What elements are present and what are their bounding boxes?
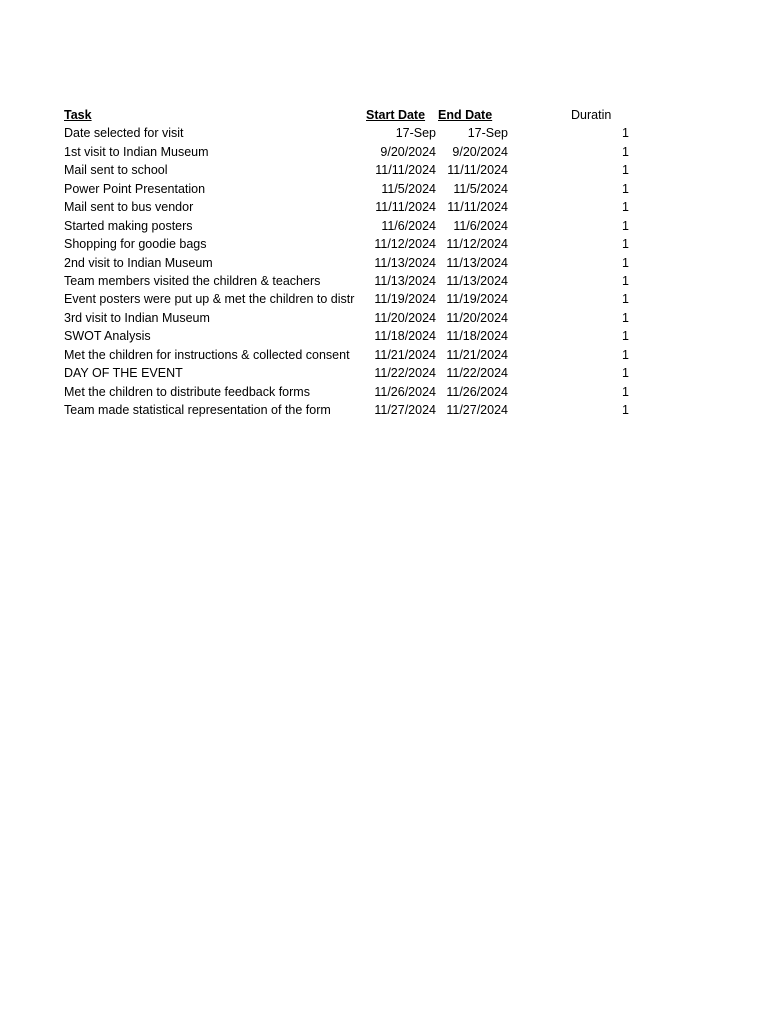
header-task: Task [64, 108, 92, 122]
table-row [64, 364, 644, 382]
header-start-date: Start Date [366, 108, 426, 122]
table-row [64, 309, 644, 327]
task-cell: 2nd visit to Indian Museum [64, 255, 213, 270]
table-row [64, 124, 644, 142]
task-cell: Started making posters [64, 218, 193, 233]
end-date-cell: 11/6/2024 [453, 218, 508, 233]
start-date-cell: 11/22/2024 [374, 366, 436, 381]
duration-cell: 1 [622, 366, 629, 381]
end-date-cell: 11/21/2024 [446, 347, 508, 362]
task-cell: Date selected for visit [64, 126, 184, 141]
duration-cell: 1 [622, 237, 629, 252]
end-date-cell: 11/5/2024 [453, 181, 508, 196]
table-row [64, 290, 644, 308]
task-cell: SWOT Analysis [64, 329, 151, 344]
table-body [64, 124, 644, 419]
table-row [64, 161, 644, 179]
task-cell: Team made statistical representation of the form [64, 403, 331, 417]
end-date-cell: 11/11/2024 [447, 163, 508, 178]
duration-cell: 1 [622, 273, 629, 288]
duration-cell: 1 [622, 200, 629, 215]
start-date-cell: 11/21/2024 [374, 347, 436, 362]
end-date-cell: 11/27/2024 [446, 403, 508, 417]
table-row [64, 383, 644, 401]
duration-cell: 1 [622, 126, 629, 141]
table-header-row [64, 106, 644, 124]
duration-cell: 1 [622, 403, 629, 417]
end-date-cell: 11/11/2024 [447, 200, 508, 215]
duration-cell: 1 [622, 255, 629, 270]
task-cell: DAY OF THE EVENT [64, 366, 183, 381]
start-date-cell: 11/18/2024 [374, 329, 436, 344]
end-date-cell: 11/12/2024 [446, 237, 508, 252]
table-row [64, 235, 644, 253]
table-row [64, 143, 644, 161]
start-date-cell: 11/13/2024 [374, 273, 436, 288]
start-date-cell: 17-Sep [395, 126, 436, 141]
start-date-cell: 11/12/2024 [374, 237, 436, 252]
table-row [64, 254, 644, 272]
header-duration: Duratin [571, 108, 612, 122]
task-cell: Team members visited the children & teachers [64, 273, 321, 288]
duration-cell: 1 [622, 329, 629, 344]
end-date-cell: 11/20/2024 [446, 310, 508, 325]
header-end-date: End Date [438, 108, 493, 122]
start-date-cell: 11/27/2024 [374, 403, 436, 417]
duration-cell: 1 [622, 181, 629, 196]
task-table [64, 106, 644, 419]
end-date-cell: 17-Sep [467, 126, 508, 141]
duration-cell: 1 [622, 347, 629, 362]
duration-cell: 1 [622, 292, 629, 307]
start-date-cell: 9/20/2024 [380, 144, 436, 159]
task-cell: 3rd visit to Indian Museum [64, 310, 210, 325]
task-cell: 1st visit to Indian Museum [64, 144, 209, 159]
table-row [64, 272, 644, 290]
task-cell: Power Point Presentation [64, 181, 206, 196]
end-date-cell: 11/13/2024 [446, 273, 508, 288]
task-cell: Mail sent to school [64, 163, 168, 178]
start-date-cell: 11/20/2024 [374, 310, 436, 325]
duration-cell: 1 [622, 163, 629, 178]
task-cell: Met the children to distribute feedback forms [64, 384, 310, 399]
duration-cell: 1 [622, 144, 629, 159]
start-date-cell: 11/5/2024 [381, 181, 436, 196]
table-row [64, 198, 644, 216]
end-date-cell: 9/20/2024 [452, 144, 508, 159]
table-row [64, 327, 644, 345]
duration-cell: 1 [622, 218, 629, 233]
table-row [64, 180, 644, 198]
duration-cell: 1 [622, 384, 629, 399]
start-date-cell: 11/19/2024 [374, 292, 436, 307]
end-date-cell: 11/13/2024 [446, 255, 508, 270]
task-cell: Event posters were put up & met the children to distr [64, 292, 355, 307]
table-row [64, 217, 644, 235]
start-date-cell: 11/11/2024 [375, 163, 436, 178]
task-cell: Shopping for goodie bags [64, 237, 207, 252]
start-date-cell: 11/26/2024 [374, 384, 436, 399]
start-date-cell: 11/13/2024 [374, 255, 436, 270]
end-date-cell: 11/18/2024 [446, 329, 508, 344]
end-date-cell: 11/19/2024 [446, 292, 508, 307]
end-date-cell: 11/22/2024 [446, 366, 508, 381]
duration-cell: 1 [622, 310, 629, 325]
end-date-cell: 11/26/2024 [446, 384, 508, 399]
start-date-cell: 11/6/2024 [381, 218, 436, 233]
table-row [64, 401, 644, 419]
start-date-cell: 11/11/2024 [375, 200, 436, 215]
task-cell: Met the children for instructions & collected consent [64, 347, 350, 362]
task-cell: Mail sent to bus vendor [64, 200, 194, 215]
table-row [64, 346, 644, 364]
